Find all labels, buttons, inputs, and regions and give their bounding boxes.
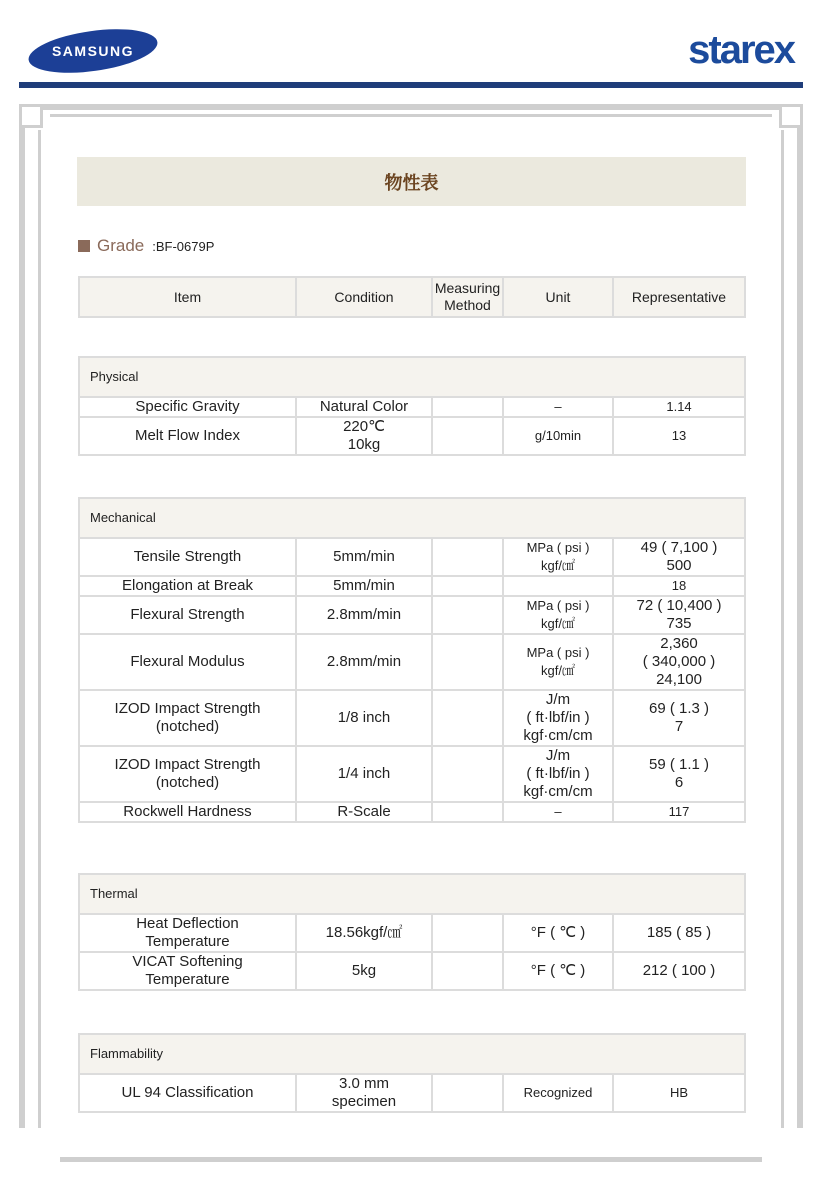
cell-item: UL 94 Classification (79, 1074, 296, 1112)
mechanical-table (78, 497, 746, 823)
grade-label: Grade (97, 236, 145, 255)
grade-line (78, 236, 214, 256)
cell-value: 117 (613, 802, 745, 822)
cell-item: Tensile Strength (79, 538, 296, 576)
cell-value: 2,360 ( 340,000 ) 24,100 (613, 634, 745, 690)
table-row (79, 802, 745, 822)
cell-item: Flexural Strength (79, 596, 296, 634)
cell-value: 13 (613, 417, 745, 455)
cell-unit: g/10min (503, 417, 613, 455)
cell-unit (503, 576, 613, 596)
cell-unit: J/m ( ft·lbf/in ) kgf·cm/cm (503, 690, 613, 746)
cell-condition: 220℃ 10kg (296, 417, 432, 455)
frame-corner-left (19, 104, 43, 128)
cell-item: IZOD Impact Strength (notched) (79, 746, 296, 802)
cell-method (432, 952, 503, 990)
cell-value: 49 ( 7,100 ) 500 (613, 538, 745, 576)
cell-condition: 5mm/min (296, 538, 432, 576)
cell-unit: – (503, 397, 613, 417)
grade-bullet-icon (78, 240, 90, 252)
cell-condition: 1/4 inch (296, 746, 432, 802)
cell-method (432, 746, 503, 802)
cell-item: Heat Deflection Temperature (79, 914, 296, 952)
cell-unit: °F ( ℃ ) (503, 914, 613, 952)
col-representative: Representative (613, 277, 745, 317)
col-measuring-method: Measuring Method (432, 277, 503, 317)
cell-unit: MPa ( psi ) kgf/㎠ (503, 596, 613, 634)
col-unit: Unit (503, 277, 613, 317)
col-item: Item (79, 277, 296, 317)
table-row (79, 538, 745, 576)
frame-corner-right (779, 104, 803, 128)
cell-method (432, 538, 503, 576)
table-row (79, 576, 745, 596)
cell-condition: 2.8mm/min (296, 634, 432, 690)
cell-item: Flexural Modulus (79, 634, 296, 690)
cell-method (432, 417, 503, 455)
cell-value: 69 ( 1.3 ) 7 (613, 690, 745, 746)
samsung-logo (27, 28, 159, 74)
cell-condition: Natural Color (296, 397, 432, 417)
cell-unit: MPa ( psi ) kgf/㎠ (503, 538, 613, 576)
section-title: Mechanical (79, 498, 745, 538)
cell-value: 1.14 (613, 397, 745, 417)
col-condition: Condition (296, 277, 432, 317)
column-header-table (78, 276, 746, 318)
cell-method (432, 690, 503, 746)
table-row (79, 1074, 745, 1112)
cell-item: Rockwell Hardness (79, 802, 296, 822)
cell-value: 59 ( 1.1 ) 6 (613, 746, 745, 802)
table-row (79, 914, 745, 952)
cell-value: 72 ( 10,400 ) 735 (613, 596, 745, 634)
cell-condition: 1/8 inch (296, 690, 432, 746)
header-divider (19, 82, 803, 88)
flammability-table (78, 1033, 746, 1113)
cell-condition: 2.8mm/min (296, 596, 432, 634)
frame-top-inner (50, 114, 772, 117)
cell-method (432, 802, 503, 822)
section-title: Thermal (79, 874, 745, 914)
cell-condition: 18.56kgf/㎠ (296, 914, 432, 952)
thermal-table (78, 873, 746, 991)
section-title: Flammability (79, 1034, 745, 1074)
cell-method (432, 576, 503, 596)
cell-condition: R-Scale (296, 802, 432, 822)
table-row (79, 417, 745, 455)
page-title: 物性表 (384, 172, 439, 194)
frame-right-inner (781, 130, 784, 1128)
table-row (79, 397, 745, 417)
table-row (79, 690, 745, 746)
table-row (79, 746, 745, 802)
page-title-bar (77, 157, 746, 206)
table-row (79, 596, 745, 634)
cell-method (432, 596, 503, 634)
cell-unit: °F ( ℃ ) (503, 952, 613, 990)
cell-item: VICAT Softening Temperature (79, 952, 296, 990)
cell-unit: J/m ( ft·lbf/in ) kgf·cm/cm (503, 746, 613, 802)
samsung-logo-text: SAMSUNG (51, 43, 135, 59)
starex-logo: starex (688, 28, 794, 72)
frame-top (19, 104, 803, 110)
cell-method (432, 1074, 503, 1112)
cell-condition: 5kg (296, 952, 432, 990)
cell-unit: Recognized (503, 1074, 613, 1112)
cell-unit: – (503, 802, 613, 822)
frame-bottom (60, 1157, 762, 1162)
frame-right (797, 104, 803, 1128)
table-row (79, 952, 745, 990)
table-row (79, 634, 745, 690)
frame-left-inner (38, 130, 41, 1128)
cell-unit: MPa ( psi ) kgf/㎠ (503, 634, 613, 690)
cell-value: 212 ( 100 ) (613, 952, 745, 990)
cell-method (432, 634, 503, 690)
cell-value: 18 (613, 576, 745, 596)
cell-value: HB (613, 1074, 745, 1112)
cell-item: IZOD Impact Strength (notched) (79, 690, 296, 746)
cell-condition: 3.0 mm specimen (296, 1074, 432, 1112)
cell-method (432, 397, 503, 417)
section-title: Physical (79, 357, 745, 397)
cell-item: Specific Gravity (79, 397, 296, 417)
cell-item: Melt Flow Index (79, 417, 296, 455)
physical-table (78, 356, 746, 456)
cell-condition: 5mm/min (296, 576, 432, 596)
cell-value: 185 ( 85 ) (613, 914, 745, 952)
grade-value: :BF-0679P (152, 238, 215, 254)
frame-left (19, 104, 25, 1128)
column-header-row (79, 277, 745, 317)
cell-item: Elongation at Break (79, 576, 296, 596)
cell-method (432, 914, 503, 952)
